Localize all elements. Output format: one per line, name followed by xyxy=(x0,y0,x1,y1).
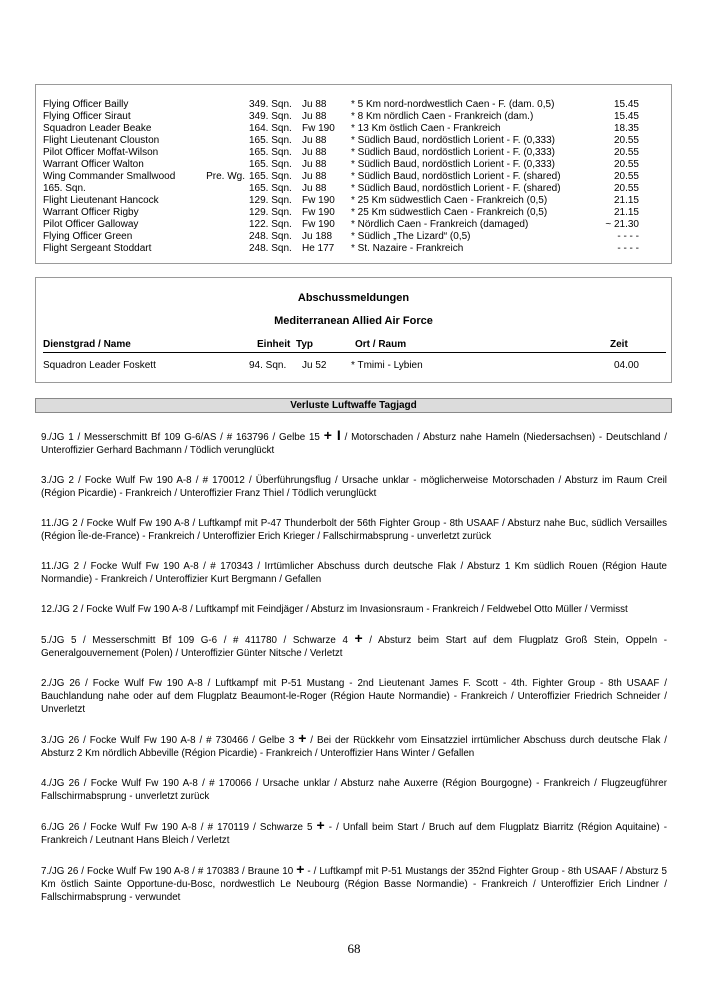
loss-text: 5./JG 5 / Messerschmitt Bf 109 G-6 / # 411780 / Schwarze 4 xyxy=(41,635,355,646)
loss-text-cont: / Motorschaden / Absturz nahe Hameln (Niedersachsen) - Deutschland / Unteroffizier Gerhard Bachmann / Tödlich verunglückt xyxy=(41,432,667,456)
claim-type: Ju 88 xyxy=(302,171,327,182)
claim-time: 21.15 xyxy=(613,207,639,218)
claim-unit: 122. Sqn. xyxy=(249,219,292,230)
loss-entry xyxy=(41,777,667,803)
claim-time: 21.15 xyxy=(613,195,639,206)
loss-entry xyxy=(41,517,667,543)
loss-entry xyxy=(41,861,667,904)
claim-place: * Südlich Baud, nordöstlich Lorient - F. (0,333) xyxy=(351,159,555,170)
row-time: 04.00 xyxy=(613,360,639,371)
claim-type: He 177 xyxy=(302,243,335,254)
claim-time: ~ 21.30 xyxy=(605,219,639,230)
claim-name: Squadron Leader Beake xyxy=(43,123,152,134)
claim-unit: 164. Sqn. xyxy=(249,123,292,134)
death-cross-mark: + xyxy=(296,861,305,877)
loss-text: 11./JG 2 / Focke Wulf Fw 190 A-8 / # 170343 / Irrtümlicher Abschuss durch deutsche Flak / Absturz 1 Km südlich Rouen (Région Haute Normandie) - Frankreich / Unteroffizier Kurt Bergmann / Gefallen xyxy=(41,561,667,585)
claims-box-top xyxy=(35,84,672,264)
claim-place: * Südlich Baud, nordöstlich Lorient - F. (shared) xyxy=(351,171,561,182)
claim-type: Fw 190 xyxy=(302,195,335,206)
claim-unit: 129. Sqn. xyxy=(249,207,292,218)
header-time: Zeit xyxy=(610,339,628,350)
claim-time: 15.45 xyxy=(613,99,639,110)
header-type: Typ xyxy=(296,339,314,350)
claim-name: Warrant Officer Walton xyxy=(43,159,144,170)
row-unit: 94. Sqn. xyxy=(249,360,287,371)
loss-text: 9./JG 1 / Messerschmitt Bf 109 G-6/AS / # 163796 / Gelbe 15 xyxy=(41,432,324,443)
section-subtitle: Mediterranean Allied Air Force xyxy=(274,315,433,327)
row-name: Squadron Leader Foskett xyxy=(43,360,156,371)
claim-unit: 165. Sqn. xyxy=(249,183,292,194)
claim-time: 20.55 xyxy=(613,135,639,146)
claim-place: * 25 Km südwestlich Caen - Frankreich (0,5) xyxy=(351,207,548,218)
loss-text-cont: - / Unfall beim Start / Bruch auf dem Flugplatz Biarritz (Région Aquitaine) - Frankreich / Leutnant Hans Bleich / Verletzt xyxy=(41,822,667,846)
losses-section-bar: Verluste Luftwaffe Tagjagd xyxy=(35,398,672,413)
claim-time: 20.55 xyxy=(613,147,639,158)
loss-entry xyxy=(41,560,667,586)
claim-time: 18.35 xyxy=(613,123,639,134)
header-rank: Dienstgrad / Name xyxy=(43,339,131,350)
claim-unit: 165. Sqn. xyxy=(249,159,292,170)
claim-place: * Nördlich Caen - Frankreich (damaged) xyxy=(351,219,529,230)
claim-unit: 129. Sqn. xyxy=(249,195,292,206)
claims-box-mediterranean xyxy=(35,277,672,383)
claim-unit: 165. Sqn. xyxy=(249,147,292,158)
section-title: Abschussmeldungen xyxy=(297,292,410,304)
row-place: * Tmimi - Lybien xyxy=(351,360,423,371)
claim-name: Flying Officer Siraut xyxy=(43,111,131,122)
claim-type: Ju 88 xyxy=(302,183,327,194)
death-cross-mark: + xyxy=(316,817,325,833)
loss-entry xyxy=(41,730,667,760)
loss-text: 6./JG 26 / Focke Wulf Fw 190 A-8 / # 170119 / Schwarze 5 xyxy=(41,822,317,833)
table-row xyxy=(43,360,666,372)
loss-entry xyxy=(41,677,667,716)
claim-place: * Südlich Baud, nordöstlich Lorient - F. (0,333) xyxy=(351,147,555,158)
claim-time: 20.55 xyxy=(613,159,639,170)
loss-text: 2./JG 26 / Focke Wulf Fw 190 A-8 / Luftkampf mit P-51 Mustang - 2nd Lieutenant James F. Scott - 4th. Fighter Group - 8th USAAF / Bauchlandung nahe oder auf dem Flugplatz Beaumont-le-Roger (Région Haute Normandie) - Frankreich / Unteroffizier Friedrich Schneider / Unverletzt xyxy=(41,678,667,715)
claim-time: 20.55 xyxy=(613,171,639,182)
loss-entry xyxy=(41,817,667,847)
claim-unit: 248. Sqn. xyxy=(249,243,292,254)
claim-place: * 5 Km nord-nordwestlich Caen - F. (dam. 0,5) xyxy=(351,99,555,110)
loss-text: 7./JG 26 / Focke Wulf Fw 190 A-8 / # 170383 / Braune 10 xyxy=(41,866,297,877)
claim-place: * 25 Km südwestlich Caen - Frankreich (0,5) xyxy=(351,195,548,206)
claim-place: * St. Nazaire - Frankreich xyxy=(351,243,464,254)
header-unit: Einheit xyxy=(257,339,291,350)
claim-type: Ju 88 xyxy=(302,99,327,110)
claim-time: 15.45 xyxy=(613,111,639,122)
claim-name: Flying Officer Green xyxy=(43,231,133,242)
loss-entry xyxy=(41,603,667,616)
claim-type: Fw 190 xyxy=(302,123,335,134)
loss-text-cont: / Absturz beim Start auf dem Flugplatz Groß Stein, Oppeln - Generalgouvernement (Polen) / Unteroffizier Günter Nitsche / Verletzt xyxy=(41,635,667,659)
loss-text-cont: - / Luftkampf mit P-51 Mustangs der 352nd Fighter Group - 8th USAAF / Absturz 5 Km östlich Sainte Opportune-du-Bosc, nordwestlich Le Neubourg (Région Basse Normandie) - Frankreich / Unteroffizier Erich Lindner / Fallschirmabsprung - verwundet xyxy=(41,866,667,903)
page-number: 68 xyxy=(347,941,361,956)
claim-unit: 349. Sqn. xyxy=(249,99,292,110)
claim-place: * Südlich Baud, nordöstlich Lorient - F. (0,333) xyxy=(351,135,555,146)
loss-text: 3./JG 2 / Focke Wulf Fw 190 A-8 / # 170012 / Überführungsflug / Ursache unklar - möglicherweise Motorschaden / Absturz im Raum Creil (Région Picardie) - Frankreich / Unteroffizier Franz Thiel / Tödlich verunglückt xyxy=(41,475,667,499)
header-place: Ort / Raum xyxy=(355,339,407,350)
row-type: Ju 52 xyxy=(302,360,327,371)
claim-unit: 349. Sqn. xyxy=(249,111,292,122)
death-cross-mark: + I xyxy=(323,427,341,443)
claim-type: Ju 88 xyxy=(302,111,327,122)
claim-name: Flight Lieutenant Clouston xyxy=(43,135,160,146)
loss-entry xyxy=(41,474,667,500)
claim-unit: 248. Sqn. xyxy=(249,231,292,242)
claim-name: Pilot Officer Galloway xyxy=(43,219,139,230)
claim-name: Wing Commander Smallwood xyxy=(43,171,176,182)
claim-unit: 165. Sqn. xyxy=(249,171,292,182)
death-cross-mark: + xyxy=(298,730,307,746)
death-cross-mark: + xyxy=(354,630,363,646)
claim-type: Fw 190 xyxy=(302,207,335,218)
claim-type: Ju 188 xyxy=(302,231,333,242)
loss-text: 12./JG 2 / Focke Wulf Fw 190 A-8 / Luftkampf mit Feindjäger / Absturz im Invasionsraum - Frankreich / Feldwebel Otto Müller / Vermisst xyxy=(41,604,628,615)
claim-name: Flying Officer Bailly xyxy=(43,99,129,110)
claim-place: * Südlich „The Lizard“ (0,5) xyxy=(351,231,471,242)
claim-name: Pilot Officer Moffat-Wilson xyxy=(43,147,159,158)
claim-unit: 165. Sqn. xyxy=(249,135,292,146)
loss-text: 4./JG 26 / Focke Wulf Fw 190 A-8 / # 170066 / Ursache unklar / Absturz nahe Auxerre (Région Bourgogne) - Frankreich / Flugzeugführer Fallschirmabsprung - unverletzt zurück xyxy=(41,778,667,802)
claim-time: - - - - xyxy=(617,231,639,242)
claim-type: Ju 88 xyxy=(302,159,327,170)
loss-text: 3./JG 26 / Focke Wulf Fw 190 A-8 / # 730466 / Gelbe 3 xyxy=(41,735,299,746)
claim-time: 20.55 xyxy=(613,183,639,194)
table-header xyxy=(43,339,666,353)
loss-entry xyxy=(41,427,667,457)
losses-list xyxy=(41,427,667,921)
claim-place: * Südlich Baud, nordöstlich Lorient - F. (shared) xyxy=(351,183,561,194)
claim-type: Fw 190 xyxy=(302,219,335,230)
claim-type: Ju 88 xyxy=(302,135,327,146)
loss-text: 11./JG 2 / Focke Wulf Fw 190 A-8 / Luftkampf mit P-47 Thunderbolt der 56th Fighter Group - 8th USAAF / Absturz nahe Buc, südlich Versailles (Région Île-de-France) - Frankreich / Unteroffizier Erich Krieger / Fallschirmabsprung - unverletzt zurück xyxy=(41,518,667,542)
claim-time: - - - - xyxy=(617,243,639,254)
claim-name: Flight Lieutenant Hancock xyxy=(43,195,159,206)
claim-place: * 8 Km nördlich Caen - Frankreich (dam.) xyxy=(351,111,534,122)
claim-name: Warrant Officer Rigby xyxy=(43,207,139,218)
claim-name: Flight Sergeant Stoddart xyxy=(43,243,152,254)
claim-type: Ju 88 xyxy=(302,147,327,158)
loss-entry xyxy=(41,630,667,660)
claim-prefix: Pre. Wg. xyxy=(206,171,245,182)
claim-name: 165. Sqn. xyxy=(43,183,86,194)
claim-place: * 13 Km östlich Caen - Frankreich xyxy=(351,123,501,134)
loss-text-cont: / Bei der Rückkehr vom Einsatzziel irrtümlicher Abschuss durch deutsche Flak / Absturz 2 Km nördlich Abbeville (Région Picardie) - Frankreich / Unteroffizier Hans Winter / Gefallen xyxy=(41,735,667,759)
